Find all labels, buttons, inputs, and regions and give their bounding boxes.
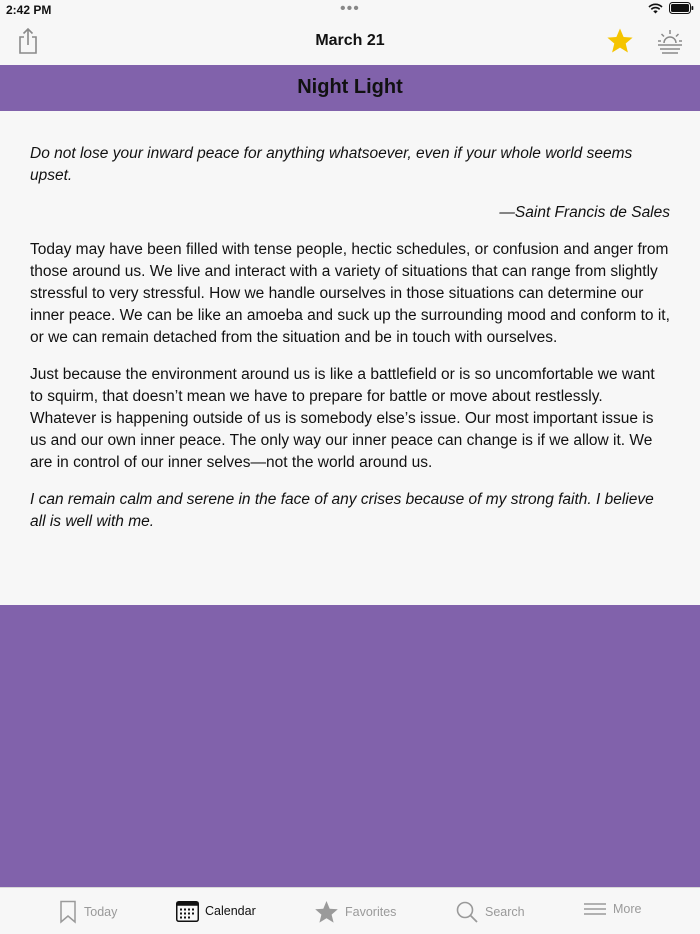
tab-label: Calendar (205, 904, 256, 918)
tab-today[interactable] (58, 900, 117, 924)
tab-calendar[interactable] (176, 900, 256, 922)
navigation-bar (0, 20, 700, 65)
menu-icon (583, 900, 607, 918)
wifi-icon (648, 3, 663, 17)
tab-search[interactable] (455, 900, 525, 924)
reading-content (0, 111, 700, 605)
page-title: March 21 (315, 32, 385, 49)
status-bar (0, 0, 700, 20)
tab-label: More (613, 902, 642, 916)
star-icon (314, 900, 339, 924)
tab-more[interactable] (583, 900, 641, 918)
multitasking-dots[interactable]: ••• (340, 0, 360, 17)
battery-icon (669, 2, 694, 17)
tab-bar (0, 887, 700, 934)
daily-affirmation: I can remain calm and serene in the face of any crises because of my strong faith. I believe all is well with me. (30, 491, 654, 530)
tab-label: Search (485, 905, 525, 919)
body-paragraph: Just because the environment around us is like a battlefield or is so uncomfortable we want to squirm, that doesn’t mean we have to prepare for battle or move about restlessly. Whatever is happening outside of us is somebody else’s issue. Our most important issue is us and our own inner peace. The only way our inner peace can change is if we allow it. We are in control of our inner selves—not the world around us. (30, 366, 655, 471)
quote-attribution: —Saint Francis de Sales (499, 204, 670, 221)
bookmark-icon (58, 900, 78, 924)
status-time: 2:42 PM (6, 3, 52, 17)
tab-favorites[interactable] (314, 900, 396, 924)
background-panel (0, 605, 700, 887)
calendar-icon (176, 900, 199, 922)
reading-title: Night Light (297, 76, 403, 98)
status-indicators (648, 2, 694, 17)
search-icon (455, 900, 479, 924)
favorite-star-icon[interactable] (606, 27, 634, 55)
body-paragraph: Today may have been filled with tense people, hectic schedules, or confusion and anger from those around us. We live and interact with a variety of situations that can range from slightly stressful to very stressful. How we handle ourselves in those situations can determine our inner peace. We can be like an amoeba and suck up the surrounding mood and conform to it, or we can remain detached from the situation and be in touch with ourselves. (30, 241, 670, 346)
tab-label: Today (84, 905, 118, 919)
tab-label: Favorites (345, 905, 397, 919)
sunrise-icon[interactable] (656, 28, 684, 56)
reading-header (0, 65, 700, 111)
opening-quote: Do not lose your inward peace for anything whatsoever, even if your whole world seems upset. (30, 145, 633, 184)
